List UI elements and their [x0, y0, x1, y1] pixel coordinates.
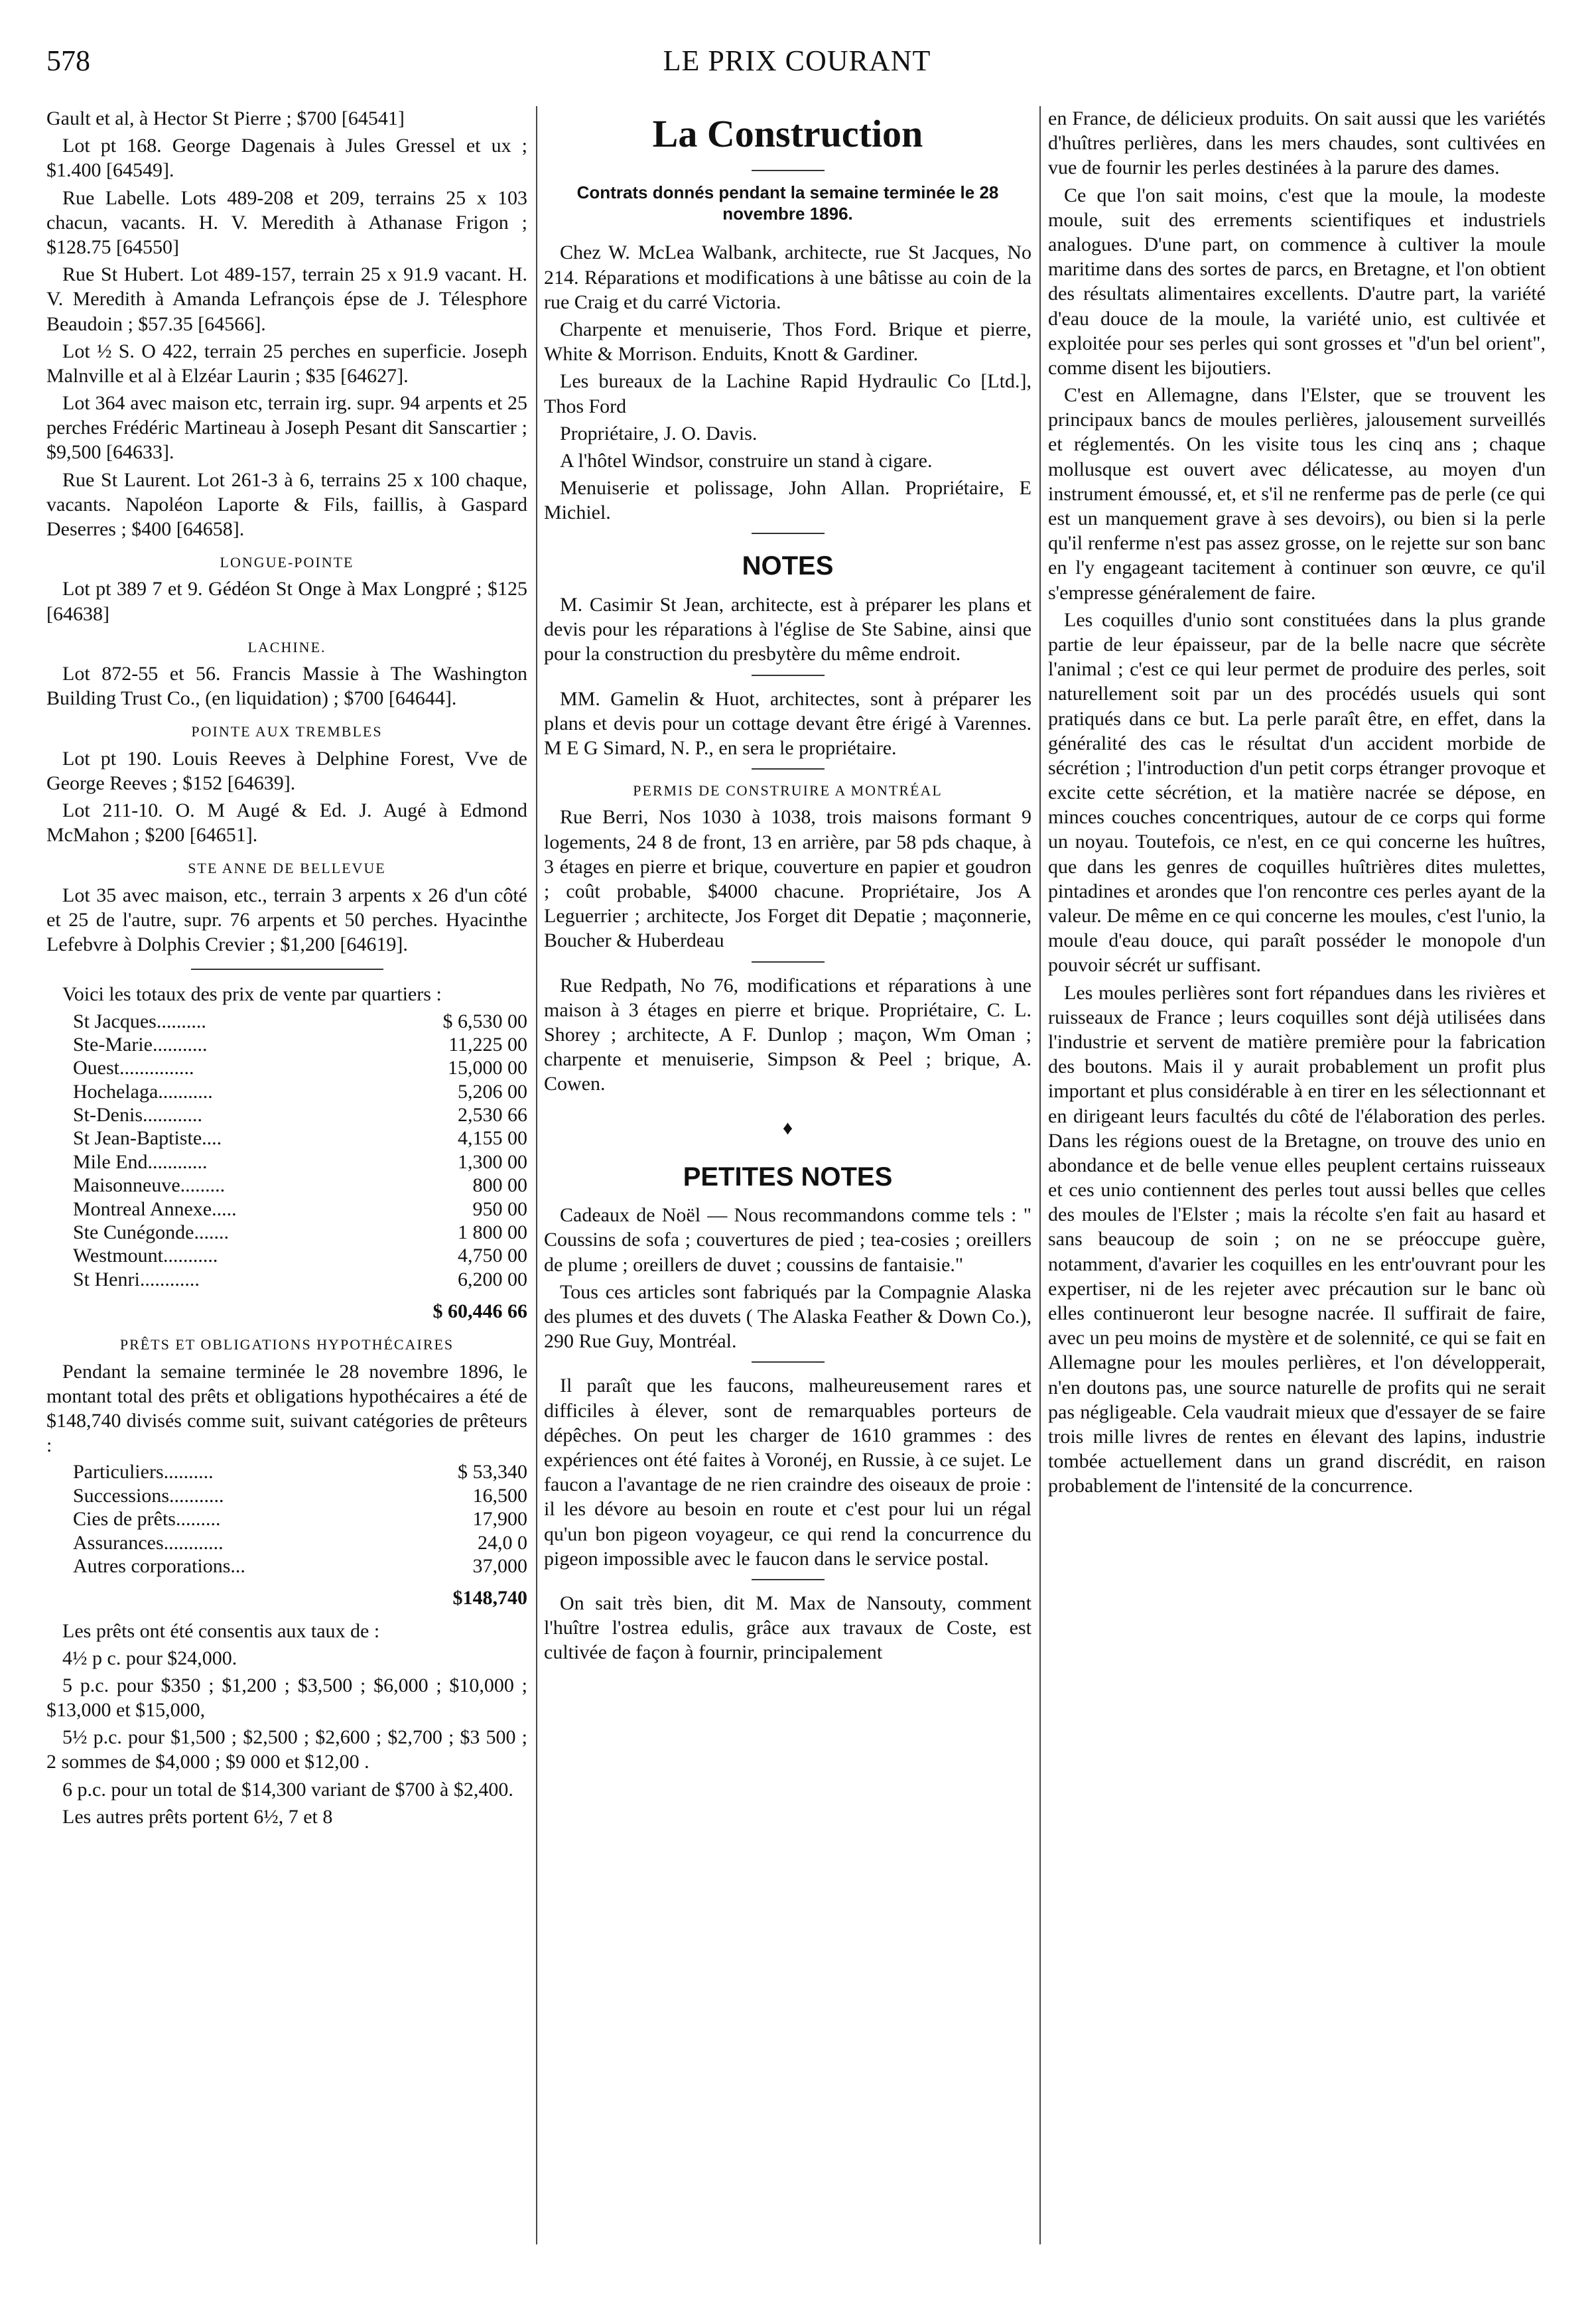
journal-title: LE PRIX COURANT	[663, 44, 931, 77]
table-row	[46, 1484, 527, 1507]
rate-line: 5½ p.c. pour $1,500 ; $2,500 ; $2,600 ; $2,700 ; $3 500 ; 2 sommes de $4,000 ; $9 000 et $12,00 .	[46, 1726, 527, 1773]
table-row	[46, 1531, 527, 1554]
section-heading: NOTES	[742, 551, 834, 581]
rate-line: Les autres prêts portent 6½, 7 et 8	[62, 1805, 333, 1828]
paragraph: Gault et al, à Hector St Pierre ; $700 [64541]	[46, 107, 405, 129]
paragraph: Tous ces articles sont fabriqués par la Compagnie Alaska des plumes et des duvets ( The Alaska Feather & Down Co.), 290 Rue Guy, Montréal.	[544, 1280, 1031, 1353]
paragraph: Les moules perlières sont fort répandues dans les rivières et ruisseaux de France ; leurs coquilles sont déjà utilisées dans l'industrie et servent de matière première pour la fabrication des boutons. Mais il y aurait probablement un profit plus important et plus considérable à en tirer en les sélectionnant et en dirigeant leurs facultés du côté de l'élaboration des perles. Dans les régions ouest de la Bretagne, on trouve des unio en abondance et de belle venue elles peuplent certains ruisseaux et ces unio contiennent des perles tout aussi belles que celles des moules de l'Elster ; mais la récolte s'en fait au hasard et sans beaucoup de soin ; on ne se préoccupe guère, notamment, d'avarier les coquilles en les entr'ouvrant pour les expertiser, ni de les rejeter avec précaution sur le banc où elles continueront leur besogne nacrée. Il suffirait de faire, avec un peu moins de mystère et de solennité, ce qui se fait en Allemagne pour les moules perlières, et l'on développerait, n'en doutons pas, une source naturelle de profits qui ne serait pas négligeable. Cela vaudrait mieux que d'essayer de se faire trois mille livres de rentes en élevant des lapins, industrie tombée actuellement dans un grand discrédit, en raison probablement de l'intensité de la concurrence.	[1048, 981, 1546, 1497]
table-cell: Successions...........	[73, 1484, 224, 1507]
table-cell: 37,000	[472, 1554, 527, 1577]
table-row	[46, 1174, 527, 1197]
separator	[752, 533, 825, 534]
table-row	[46, 1460, 527, 1483]
table-cell: Ste Cunégonde.......	[73, 1221, 229, 1244]
table-cell: Mile End............	[73, 1150, 208, 1173]
section-heading: POINTE AUX TREMBLES	[191, 723, 383, 740]
table-cell: 2,530 66	[458, 1104, 527, 1127]
paragraph: A l'hôtel Windsor, construire un stand à cigare.	[560, 449, 933, 472]
separator	[752, 768, 825, 770]
separator	[752, 1361, 825, 1363]
table-row	[46, 1268, 527, 1291]
table-cell: Ste-Marie...........	[73, 1033, 208, 1056]
paragraph: M. Casimir St Jean, architecte, est à préparer les plans et devis pour les réparations à l'église de Ste Sabine, ainsi que pour la construction du presbytère du même endroit.	[544, 594, 1031, 665]
paragraph: Rue Labelle. Lots 489-208 et 209, terrains 25 x 103 chacun, vacants. H. V. Meredith à Athanase Frigon ; $128.75 [64550]	[46, 186, 527, 258]
table-cell: St-Denis............	[73, 1104, 202, 1127]
paragraph: Voici les totaux des prix de vente par quartiers :	[62, 983, 442, 1006]
paragraph: Les bureaux de la Lachine Rapid Hydraulic Co [Ltd.], Thos Ford	[544, 370, 1031, 417]
paragraph: Chez W. McLea Walbank, architecte, rue St Jacques, No 214. Réparations et modifications à une bâtisse au coin de la rue Craig et du carré Victoria.	[544, 241, 1031, 313]
paragraph: Rue St Laurent. Lot 261-3 à 6, terrains 25 x 100 chaque, vacants. Napoléon Laporte & Fils, faillis, à Gaspard Deserres ; $400 [64658].	[46, 468, 527, 540]
table-cell: St Jean-Baptiste....	[73, 1127, 222, 1150]
paragraph: Lot 35 avec maison, etc., terrain 3 arpents x 26 d'un côté et 25 de l'autre, supr. 76 arpents et 50 perches. Hyacinthe Lefebvre à Dolphis Crevier ; $1,200 [64619].	[46, 884, 527, 956]
table-cell: St Jacques..........	[73, 1010, 206, 1032]
separator	[752, 1579, 825, 1580]
section-heading: PETITES NOTES	[683, 1162, 893, 1192]
paragraph: Propriétaire, J. O. Davis.	[560, 422, 758, 444]
paragraph: Lot ½ S. O 422, terrain 25 perches en superficie. Joseph Malnville et al à Elzéar Laurin ; $35 [64627].	[46, 340, 527, 387]
table-cell: Maisonneuve.........	[73, 1174, 226, 1197]
table-cell: Montreal Annexe.....	[73, 1197, 237, 1220]
paragraph: Les coquilles d'unio sont constituées dans la plus grande partie de leur épaisseur, par de la belle nacre que sécrète l'animal ; c'est ce qui leur permet de produire des perles, soit naturellement soit par un des procédés usuels qui sont pratiqués dans ce but. La perle paraît être, en effet, dans la généralité des cas le résultat d'un accident morbide de sécrétion ; l'introduction d'un petit corps étranger provoque et excite cette sécrétion, et la matière nacrée se dépose, en minces couches concentriques, autour de ce corps qui forme un noyau. Toutefois, ce n'est, en ce qui concerne les huîtres, que dans les genres de coquilles huîtrières dites mulettes, pintadines et arondes que l'on rencontre ces perles ayant de la valeur. De même en ce qui concerne les moules, c'est l'unio, la moule d'eau douce, qui paraît posséder le monopole d'un pouvoir sécrét ur suffisant.	[1048, 608, 1546, 977]
table-row	[46, 1127, 527, 1150]
paragraph: Rue St Hubert. Lot 489-157, terrain 25 x 91.9 vacant. H. V. Meredith à Amanda Lefrançois épse de J. Télesphore Beaudoin ; $57.35 [64566].	[46, 263, 527, 335]
table-row	[46, 1080, 527, 1103]
table-row	[46, 1197, 527, 1221]
section-subtitle: Contrats donnés pendant la semaine terminée le 28 novembre 1896.	[576, 182, 999, 224]
table-row	[46, 1150, 527, 1174]
rate-line: 6 p.c. pour un total de $14,300 variant de $700 à $2,400.	[62, 1778, 513, 1801]
paragraph: Rue Berri, Nos 1030 à 1038, trois maisons formant 9 logements, 24 8 de front, 13 en arrière, par 58 pds chaque, à 3 étages en pierre et brique, couverture en papier et goudron ; coût probable, $4000 chacune. Propriétaire, Jos A Leguerrier ; architecte, Jos Forget dit Depatie ; maçonnerie, Boucher & Huberdeau	[544, 806, 1031, 952]
paragraph: Lot pt 190. Louis Reeves à Delphine Forest, Vve de George Reeves ; $152 [64639].	[46, 747, 527, 794]
table-cell: 5,206 00	[458, 1080, 527, 1103]
table-cell: 1 800 00	[458, 1221, 527, 1244]
paragraph: On sait très bien, dit M. Max de Nansouty, comment l'huître l'ostrea edulis, grâce aux travaux de Coste, est cultivée de façon à fournir, principalement	[544, 1592, 1031, 1664]
section-heading: LONGUE-POINTE	[220, 554, 354, 571]
page-header	[46, 44, 1548, 90]
table-cell: Assurances............	[73, 1531, 224, 1554]
column-divider	[1039, 106, 1041, 2244]
table-cell: Westmount...........	[73, 1245, 218, 1267]
table-row	[46, 1033, 527, 1056]
paragraph: Menuiserie et polissage, John Allan. Propriétaire, E Michiel.	[544, 477, 1031, 524]
paragraph: C'est en Allemagne, dans l'Elster, que se trouvent les principaux bancs de moules perlières, jalousement surveillés et réglementés. On les visite tous les cinq ans ; chaque mollusque est ouvert avec délicatesse, au moyen d'un instrument émoussé, et, et s'il ne renferme pas de perle (ce qui est un manquement grave à ses devoirs), ou bien si la perle qu'il renferme n'est pas assez grosse, on le rejette sur son banc en l'y engageant tacitement à continuer son œuvre, ce qu'il s'empresse généralement de faire.	[1048, 384, 1546, 604]
separator	[752, 961, 825, 963]
paragraph: Lot 872-55 et 56. Francis Massie à The Washington Building Trust Co., (en liquidation) ; $700 [64644].	[46, 663, 527, 710]
lenders-table	[46, 1460, 527, 1578]
page-number: 578	[46, 44, 90, 77]
column-3	[1048, 106, 1546, 1501]
table-cell: Ouest...............	[73, 1057, 194, 1079]
table-cell: Cies de prêts.........	[73, 1508, 221, 1531]
table-cell: 1,300 00	[458, 1150, 527, 1173]
table-cell: $ 53,340	[458, 1461, 527, 1483]
separator	[752, 675, 825, 676]
paragraph: Les prêts ont été consentis aux taux de :	[62, 1619, 380, 1642]
section-heading: STE ANNE DE BELLEVUE	[188, 860, 386, 877]
table-row	[46, 1554, 527, 1578]
table-cell: $ 6,530 00	[442, 1010, 527, 1032]
table-cell: 15,000 00	[448, 1057, 527, 1079]
table-cell: 17,900	[472, 1508, 527, 1531]
paragraph: Lot 364 avec maison etc, terrain irg. supr. 94 arpents et 25 perches Frédéric Martineau à Joseph Pesant dit Sanscartier ; $9,500 [64633].	[46, 392, 527, 464]
paragraph: Rue Redpath, No 76, modifications et réparations à une maison à 3 étages en pierre et brique. Propriétaire, C. L. Shorey ; architecte, A F. Dunlop ; maçon, Wm Oman ; charpente et menuiserie, Simpson & Peel ; brique, A. Cowen.	[544, 974, 1031, 1095]
paragraph: Charpente et menuiserie, Thos Ford. Brique et pierre, White & Morrison. Enduits, Knott & Gardiner.	[544, 318, 1031, 366]
section-heading: LACHINE.	[247, 638, 326, 655]
paragraph: en France, de délicieux produits. On sait aussi que les variétés d'huîtres perlières, dans les mers chaudes, sont cultivées en vue de fournir les perles destinées à la parure des dames.	[1048, 107, 1546, 179]
totals-sum: $ 60,446 66	[432, 1300, 527, 1323]
paragraph: Cadeaux de Noël — Nous recommandons comme tels : " Coussins de sofa ; couvertures de pied ; tea-cosies ; oreillers de plume ; oreillers de duvet ; coussins de fantaisie."	[544, 1204, 1031, 1276]
table-cell: 800 00	[472, 1174, 527, 1197]
table-cell: 11,225 00	[448, 1033, 527, 1056]
column-1	[46, 106, 527, 1832]
paragraph: Ce que l'on sait moins, c'est que la moule, la modeste moule, suit des errements scientifiques et industriels analogues. D'une part, on commence à cultiver la moule maritime dans des sortes de parcs, en Bretagne, et l'on obtient des résultats alimentaires excellents. D'autre part, la variété d'eau douce de la moule, la variété unio, est cultivée et exploitée pour ses perles qui sont grosses et "d'un bel orient", comme disent les bijoutiers.	[1048, 184, 1546, 379]
paragraph: Lot pt 168. George Dagenais à Jules Gressel et ux ; $1.400 [64549].	[46, 135, 527, 182]
table-cell: 4,155 00	[458, 1127, 527, 1150]
column-divider	[536, 106, 537, 2244]
table-cell: 24,0 0	[478, 1531, 527, 1554]
table-cell: Particuliers..........	[73, 1461, 214, 1483]
paragraph: Pendant la semaine terminée le 28 novembre 1896, le montant total des prêts et obligations hypothécaires a été de $148,740 divisés comme suit, suivant catégories de prêteurs :	[46, 1360, 527, 1457]
lenders-sum: $148,740	[452, 1587, 527, 1609]
table-cell: 6,200 00	[458, 1268, 527, 1290]
separator	[191, 969, 383, 970]
paragraph: MM. Gamelin & Huot, architectes, sont à préparer les plans et devis pour un cottage devant être érigé à Varennes. M E G Simard, N. P., en sera le propriétaire.	[544, 687, 1031, 759]
table-cell: Autres corporations...	[73, 1554, 245, 1577]
section-heading: PERMIS DE CONSTRUIRE A MONTRÉAL	[633, 782, 943, 799]
rate-line: 5 p.c. pour $350 ; $1,200 ; $3,500 ; $6,000 ; $10,000 ; $13,000 et $15,000,	[46, 1674, 527, 1722]
paragraph: Il paraît que les faucons, malheureusement rares et difficiles à élever, sont de remarquables porteurs de dépêches. On peut les charger de 1610 grammes : des expériences ont été faites à Voronéj, en Russie, à ce sujet. Le faucon a l'avantage de ne rien craindre des oiseaux de proie : il les dévore au besoin en route et c'est pour lui un régal qu'un bon pigeon voyageur, ce qui rend la concurrence du pigeon impossible avec le faucon dans le service postal.	[544, 1375, 1031, 1570]
table-row	[46, 1507, 527, 1531]
table-row	[46, 1010, 527, 1033]
table-cell: St Henri............	[73, 1268, 200, 1290]
table-row	[46, 1221, 527, 1244]
section-heading: PRÊTS ET OBLIGATIONS HYPOTHÉCAIRES	[119, 1336, 454, 1353]
paragraph: Lot 211-10. O. M Augé & Ed. J. Augé à Edmond McMahon ; $200 [64651].	[46, 799, 527, 847]
table-row	[46, 1056, 527, 1079]
separator	[752, 170, 825, 171]
diamond-ornament-icon: ♦	[782, 1117, 793, 1140]
table-cell: 16,500	[472, 1484, 527, 1507]
table-cell: 950 00	[472, 1197, 527, 1220]
table-row	[46, 1103, 527, 1127]
paragraph: Lot pt 389 7 et 9. Gédéon St Onge à Max Longpré ; $125 [64638]	[46, 578, 527, 625]
section-title: La Construction	[652, 112, 923, 155]
table-cell: 4,750 00	[458, 1245, 527, 1267]
totals-table	[46, 1010, 527, 1292]
table-row	[46, 1244, 527, 1267]
column-2	[544, 106, 1031, 1667]
table-cell: Hochelaga...........	[73, 1080, 213, 1103]
rate-line: 4½ p c. pour $24,000.	[62, 1647, 237, 1669]
